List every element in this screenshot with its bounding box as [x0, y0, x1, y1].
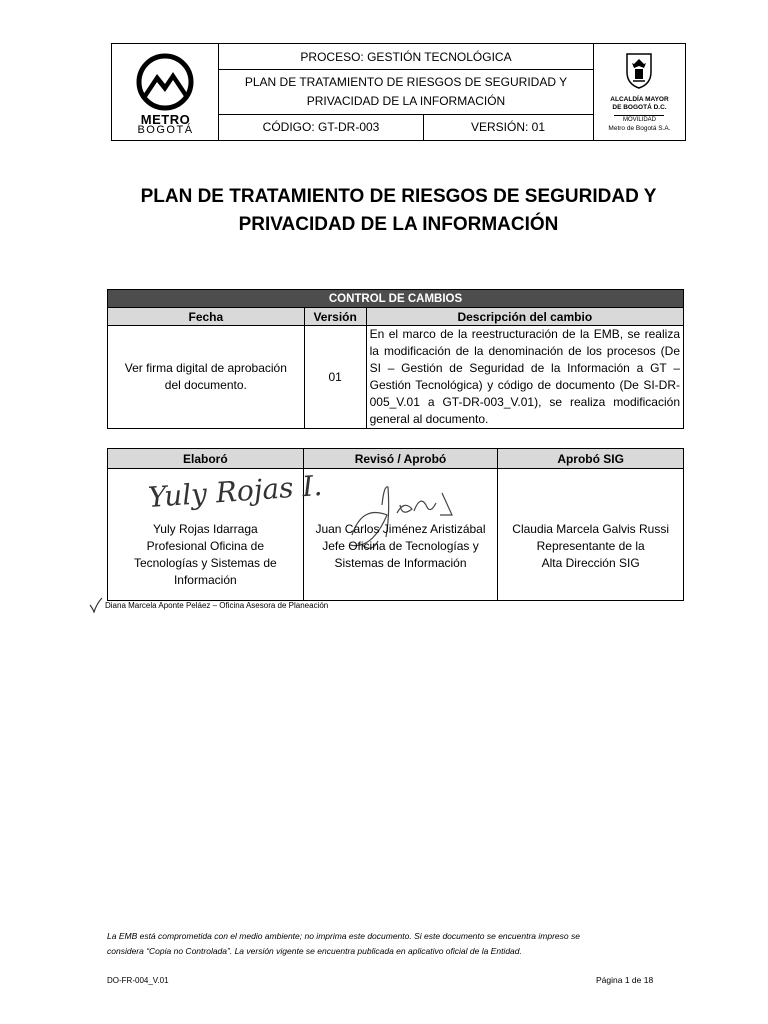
- aprobo-sig-role-line2: Alta Dirección SIG: [541, 556, 640, 570]
- alcaldia-line3: MOVILIDAD: [622, 117, 656, 123]
- table-header-row: [108, 308, 684, 326]
- elaboro-role-line3: Información: [173, 573, 237, 587]
- environment-note-line1: La EMB está comprometida con el medio ambiente; no imprima este documento. Si este documento se encuentra impreso se: [107, 931, 580, 941]
- document-header: [111, 43, 686, 141]
- logo-bogota-text: BOGOTÁ: [137, 124, 194, 136]
- reviso-name: Juan Carlos Jiménez Aristizábal: [315, 522, 486, 536]
- elaboro-role-line1: Profesional Oficina de: [146, 539, 265, 553]
- plan-name-line2: PRIVACIDAD DE LA INFORMACIÓN: [306, 94, 506, 108]
- elaboro-role-line2: Tecnologías y Sistemas de: [133, 556, 277, 570]
- elaboro-cell: [108, 468, 324, 601]
- alcaldia-logo: [594, 44, 685, 140]
- environment-note: [107, 929, 682, 959]
- approvals-table: [107, 448, 684, 601]
- document-version: VERSIÓN: 01: [470, 120, 546, 134]
- header-info: [219, 44, 594, 140]
- plan-name: [219, 70, 593, 115]
- review-note: Diana Marcela Aponte Peláez – Oficina Asesora de Planeación: [105, 601, 329, 610]
- col-reviso: Revisó / Aprobó: [303, 449, 498, 469]
- metro-logo: [112, 44, 219, 140]
- process-label: PROCESO: GESTIÓN TECNOLÓGICA: [219, 44, 593, 70]
- code-version-row: [219, 115, 593, 140]
- change-control-table: [107, 289, 684, 429]
- aprobo-sig-name: Claudia Marcela Galvis Russi: [512, 522, 670, 536]
- alcaldia-line2: DE BOGOTÁ D.C.: [612, 104, 667, 111]
- title-line2: PRIVACIDAD DE LA INFORMACIÓN: [238, 214, 559, 235]
- table-row: [108, 326, 684, 429]
- reviso-role-line1: Jefe Oficina de Tecnologías y: [322, 539, 479, 553]
- col-elaboro: Elaboró: [108, 449, 304, 469]
- row-description: En el marco de la reestructuración de la EMB, se realiza la modificación de la denominación de los procesos (De SI – Gestión de Seguridad de la Información a GT – Gestión Tecnológica) y código de documento (De SI-DR-005_V.01 a GT-DR-003_V.01), se realiza modificación general al documento.: [366, 326, 683, 429]
- page-title: [111, 183, 686, 239]
- environment-note-line2: considera “Copia no Controlada”. La versión vigente se encuentra publicada en aplicativo oficial de la Entidad.: [107, 946, 522, 956]
- col-descripcion: Descripción del cambio: [366, 308, 683, 326]
- plan-name-line1: PLAN DE TRATAMIENTO DE RIESGOS DE SEGURIDAD Y: [244, 75, 568, 89]
- alcaldia-line4: Metro de Bogotá S.A.: [608, 125, 671, 132]
- alcaldia-line1: ALCALDÍA MAYOR: [610, 96, 669, 103]
- document-code: CÓDIGO: GT-DR-003: [219, 115, 424, 140]
- form-code: DO-FR-004_V.01: [107, 976, 169, 985]
- col-fecha: Fecha: [108, 308, 305, 326]
- page-number: Página 1 de 18: [596, 975, 654, 985]
- metro-mountain-icon: [135, 52, 195, 112]
- aprobo-sig-cell: [498, 469, 684, 601]
- change-control-title: CONTROL DE CAMBIOS: [108, 290, 684, 308]
- signature-yuly: Yuly Rojas I.: [147, 468, 324, 515]
- reviso-cell: [303, 469, 498, 601]
- coat-of-arms-icon: [624, 50, 654, 90]
- row-date: Ver firma digital de aprobación del documento.: [108, 326, 305, 429]
- col-aprobo-sig: Aprobó SIG: [498, 449, 684, 469]
- approvals-header-row: [108, 449, 684, 469]
- col-version: Versión: [304, 308, 366, 326]
- row-version: 01: [304, 326, 366, 429]
- logo-metro-text: METRO: [140, 112, 191, 127]
- title-line1: PLAN DE TRATAMIENTO DE RIESGOS DE SEGURIDAD Y: [140, 186, 657, 207]
- reviso-role-line2: Sistemas de Información: [334, 556, 467, 570]
- check-mark-icon: [89, 597, 103, 613]
- change-control-band-row: [108, 290, 684, 308]
- approvals-signature-row: [108, 469, 684, 601]
- aprobo-sig-role-line1: Representante de la: [536, 539, 645, 553]
- elaboro-name: Yuly Rojas Idarraga: [152, 522, 258, 536]
